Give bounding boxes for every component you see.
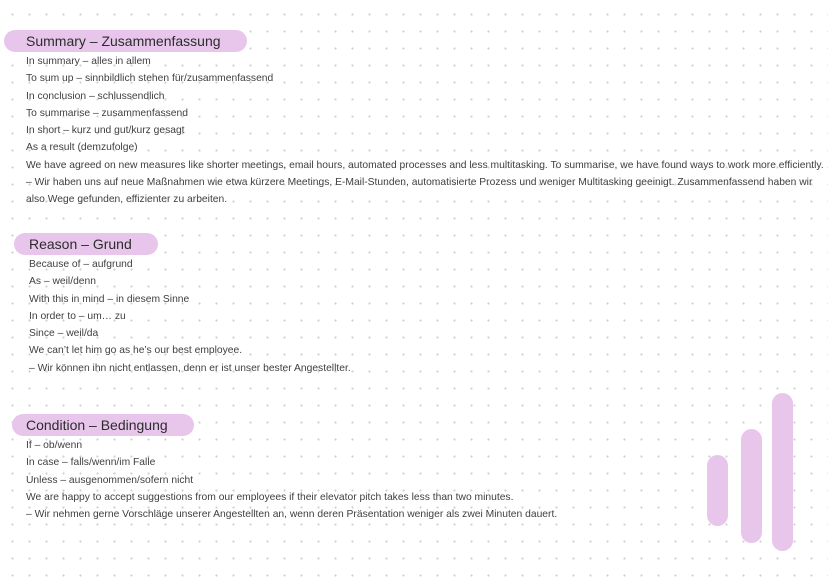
reason-section [14,233,351,377]
summary-lines [26,53,824,209]
summary-line-1: In summary – alles in allem [26,56,151,67]
summary-line-4: To summarise – zusammenfassend [26,107,188,119]
reason-heading: Reason – Grund [14,233,158,255]
condition-line-1: If – ob/wenn [26,440,83,451]
condition-section [12,414,557,523]
reason-line-2: As – weil/denn [29,276,96,288]
condition-heading: Condition – Bedingung [12,414,194,436]
summary-line-6: As a result (demzufolge) [26,142,138,154]
reason-line-4: In order to – um… zu [29,310,126,322]
summary-section [4,30,824,209]
summary-example-de: – Wir haben uns auf neue Maßnahmen wie etwa kürzere Meetings, E-Mail-Stunden, automatisierte Prozess und weniger Multitasking geeinigt. Zusammenfassend haben wir also Wege gefunden, effizienter zu arbeiten. [26,177,813,206]
summary-line-5: In short – kurz und gut/kurz gesagt [26,125,185,137]
decorative-pill-tall [772,393,793,551]
summary-example-en: We have agreed on new measures like shorter meetings, email hours, automated processes and less multitasking. To summarise, we have found ways to work more efficiently. [26,159,824,171]
condition-line-2: In case – falls/wenn/im Falle [26,457,156,469]
reason-line-3: With this in mind – in diesem Sinne [29,293,190,305]
reason-line-5: Since – weil/da [29,328,99,340]
condition-lines [26,437,557,523]
condition-example-en: We are happy to accept suggestions from our employees if their elevator pitch takes less than two minutes. [26,491,514,503]
reason-lines [29,256,351,377]
reason-line-1: Because of – aufgrund [29,259,133,270]
decorative-pill-medium [741,429,762,543]
condition-line-3: Unless – ausgenommen/sofern nicht [26,474,194,486]
summary-line-2: To sum up – sinnbildlich stehen für/zusammenfassend [26,73,274,85]
reason-example-en: We can’t let him go as he’s our best employee. [29,345,243,357]
condition-example-de: – Wir nehmen gerne Vorschläge unserer Angestellten an, wenn deren Präsentation weniger als zwei Minuten dauert. [26,509,558,521]
summary-heading: Summary – Zusammenfassung [4,30,247,52]
summary-line-3: In conclusion – schlussendlich [26,90,165,102]
reason-example-de: – Wir können ihn nicht entlassen, denn er ist unser bester Angestellter. [29,362,351,374]
decorative-pill-short [707,455,728,526]
